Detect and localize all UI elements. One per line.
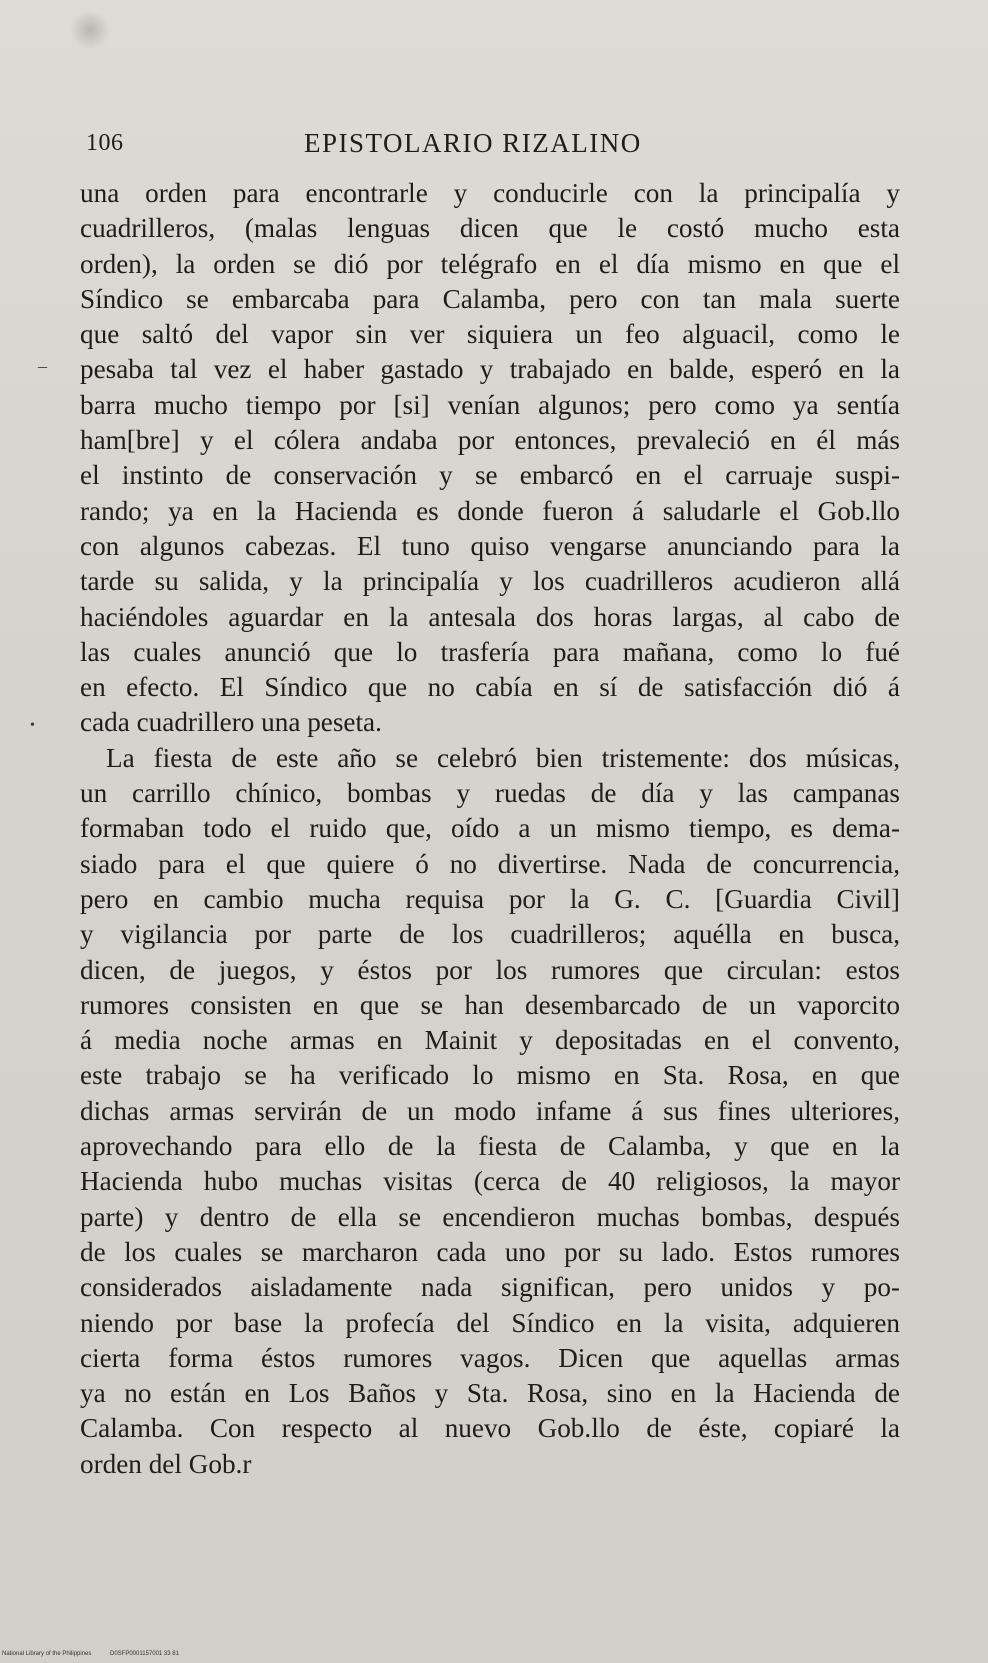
text-line: Calamba. Con respecto al nuevo Gob.llo de éste, copiaré la	[80, 1413, 900, 1444]
text-line: las cuales anunció que lo trasfería para mañana, como lo fué	[80, 636, 900, 667]
text-line: orden), la orden se dió por telégrafo en el día mismo en que el	[80, 248, 900, 279]
margin-dot-mark: •	[30, 718, 35, 733]
text-line: dicen, de juegos, y éstos por los rumores que circulan: estos	[80, 954, 900, 985]
text-line: con algunos cabezas. El tuno quiso vengarse anunciando para la	[80, 530, 900, 561]
text-line: Síndico se embarcaba para Calamba, pero con tan mala suerte	[80, 283, 900, 314]
text-line: siado para el que quiere ó no divertirse. Nada de concurrencia,	[80, 848, 900, 879]
page-header	[86, 128, 916, 168]
text-line: una orden para encontrarle y conducirle con la principalía y	[80, 178, 900, 208]
text-line: tarde su salida, y la principalía y los cuadrilleros acudieron allá	[80, 566, 900, 597]
paragraph-end-line: cada cuadrillero una peseta.	[80, 707, 382, 738]
text-line: de los cuales se marcharon cada uno por su lado. Estos rumores	[80, 1236, 900, 1267]
text-line: considerados aisladamente nada significan, pero unidos y po-	[80, 1272, 900, 1303]
text-line: dichas armas servirán de un modo infame á sus fines ulteriores,	[80, 1095, 900, 1126]
text-line: en efecto. El Síndico que no cabía en sí de satisfacción dió á	[80, 672, 900, 703]
text-line: parte) y dentro de ella se encendieron muchas bombas, después	[80, 1201, 900, 1232]
text-line: el instinto de conservación y se embarcó en el carruaje suspi-	[80, 460, 900, 491]
text-line: haciéndoles aguardar en la antesala dos horas largas, al cabo de	[80, 601, 900, 632]
text-line: rumores consisten en que se han desembarcado de un vaporcito	[80, 989, 900, 1020]
text-line: niendo por base la profecía del Síndico en la visita, adquieren	[80, 1307, 900, 1338]
text-line: cierta forma éstos rumores vagos. Dicen que aquellas armas	[80, 1342, 900, 1373]
body-text	[80, 176, 900, 1482]
text-line: rando; ya en la Hacienda es donde fueron á saludarle el Gob.llo	[80, 495, 900, 526]
text-line: formaban todo el ruido que, oído a un mismo tiempo, es dema-	[80, 813, 900, 844]
text-line: Hacienda hubo muchas visitas (cerca de 40 religiosos, la mayor	[80, 1166, 900, 1197]
text-line: cuadrilleros, (malas lenguas dicen que le costó mucho esta	[80, 213, 900, 244]
text-line: un carrillo chínico, bombas y ruedas de día y las campanas	[80, 778, 900, 809]
text-line: barra mucho tiempo por [si] venían algunos; pero como ya sentía	[80, 389, 900, 420]
library-credit: National Library of the Philippines	[2, 1651, 92, 1657]
text-line: este trabajo se ha verificado lo mismo en Sta. Rosa, en que	[80, 1060, 900, 1091]
margin-dash-mark: –	[38, 356, 47, 376]
page-number: 106	[86, 130, 124, 156]
paragraph-start-line: La fiesta de este año se celebró bien tristemente: dos músicas,	[106, 742, 900, 773]
text-line: aprovechando para ello de la fiesta de Calamba, y que en la	[80, 1131, 900, 1162]
text-line: y vigilancia por parte de los cuadrilleros; aquélla en busca,	[80, 919, 900, 950]
running-title: EPISTOLARIO RIZALINO	[304, 128, 642, 158]
scan-smudge	[70, 10, 110, 50]
text-line: ham[bre] y el cólera andaba por entonces, prevaleció en él más	[80, 425, 900, 456]
text-line: á media noche armas en Mainit y depositadas en el convento,	[80, 1025, 900, 1056]
text-line: que saltó del vapor sin ver siquiera un feo alguacil, como le	[80, 319, 900, 350]
paragraph-end-line: orden del Gob.r	[80, 1448, 252, 1479]
text-line: pesaba tal vez el haber gastado y trabajado en balde, esperó en la	[80, 354, 900, 385]
text-line: ya no están en Los Baños y Sta. Rosa, sino en la Hacienda de	[80, 1378, 900, 1409]
text-line: pero en cambio mucha requisa por la G. C. [Guardia Civil]	[80, 883, 900, 914]
scan-code: D0SFP0001157001 33 81	[110, 1651, 179, 1657]
